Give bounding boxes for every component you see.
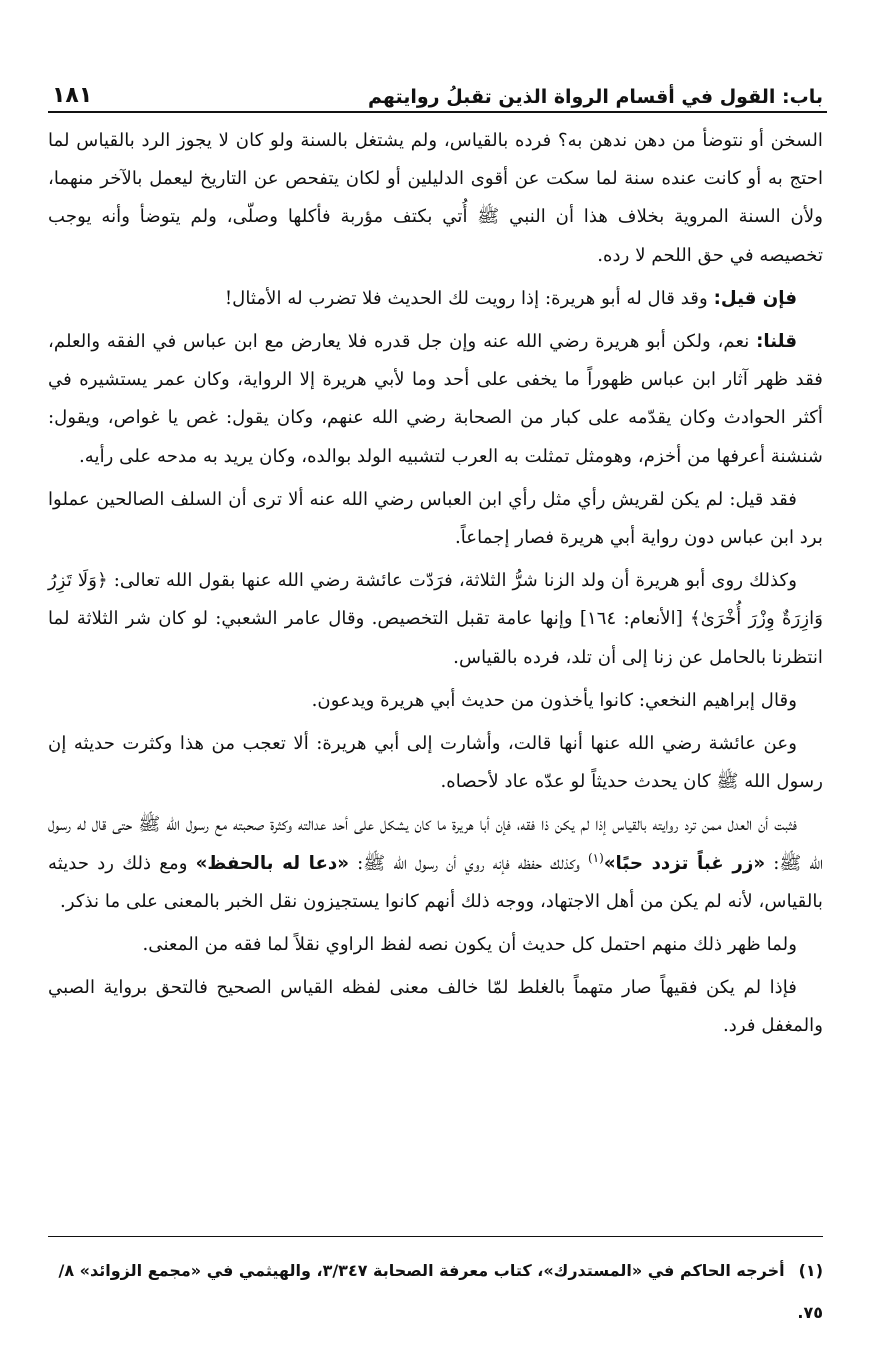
paragraph <box>48 122 823 275</box>
page-number: ١٨١ <box>52 83 93 108</box>
paragraph <box>48 926 823 964</box>
paragraph-text: وقد قال له أبو هريرة: إذا رويت لك الحديث فلا تضرب له الأمثال! <box>224 287 714 309</box>
paragraph-lead: فإن قيل: <box>713 287 797 309</box>
hadith-quote: «دعا له بالحفظ» <box>195 852 350 874</box>
paragraph-text: السخن أو نتوضأ من دهن ندهن به؟ فرده بالقياس، ولم يشتغل بالسنة ولو كان لا يجوز الرد بالقياس لما احتج به أو كانت عنده سنة لما سكت عن أقوى الدليلين أو لكان يتفحص عن التاريخ ليعمل بالآخر منهما، ولأن السنة المروية بخلاف هذا أن النبي ﷺ أُتي بكتف مؤربة فأكلها وصلّى، ولم يتوضأ وأنه يوجب تخصيصه في حق اللحم لا رده. <box>48 130 823 266</box>
footnotes <box>48 1250 823 1334</box>
running-title: باب: القول في أقسام الرواة الذين تقبلُ روايتهم <box>368 86 823 108</box>
paragraph <box>48 280 823 318</box>
main-text <box>48 122 823 1051</box>
footnote-number: (١) <box>798 1261 823 1280</box>
paragraph-text: وقال إبراهيم النخعي: كانوا يأخذون من حديث أبي هريرة ويدعون. <box>311 689 797 711</box>
paragraph-text: فإذا لم يكن فقيهاً صار متهماً بالغلط لمّا خالف معنى لفظه القياس الصحيح فالتحق برواية الصبي والمغفل فرد. <box>48 977 823 1037</box>
paragraph-text: فثبت أن العدل ممن ترد روايته بالقياس إذا لم يكن ذا فقه، فإن أبا هريرة ما كان يشكل على أحد عدالته وكثرة صحبته مع رسول الله ﷺ حتى قال له رسول الله ﷺ: <box>48 814 823 874</box>
footnote-separator <box>48 1236 823 1237</box>
paragraph-text: نعم، ولكن أبو هريرة رضي الله عنه وإن جل قدره فلا يعارض مع ابن عباس في الفقه والعلم، فقد ظهر آثار ابن عباس ظهوراً ما يخفى على أحد وما لأبي هريرة إلا الرواية، وكان عمر يستشيره في أكثر الحوادث وكان يقدّمه على كبار من الصحابة رضي الله عنهم، وكان يقول: غص يا غواص، ويقول: شنشنة أعرفها من أخزم، وهومثل تمثلت به العرب لتشبيه الولد بوالده، وكان يريد به مدحه على رأيه. <box>48 331 823 467</box>
paragraph <box>48 323 823 476</box>
paragraph <box>48 562 823 677</box>
hadith-quote: «زر غباً تزدد حبًا» <box>603 852 766 874</box>
footnote-text: أخرجه الحاكم في «المستدرك»، كتاب معرفة الصحابة ٣/٣٤٧، والهيثمي في «مجمع الزوائد» ٨/ ٧٥. <box>58 1261 823 1322</box>
paragraph <box>48 806 823 921</box>
header-rule <box>48 111 827 113</box>
paragraph <box>48 969 823 1045</box>
page-header <box>52 64 823 108</box>
paragraph-lead: قلنا: <box>756 331 797 353</box>
paragraph-text: وعن عائشة رضي الله عنها أنها قالت، وأشارت إلى أبي هريرة: ألا تعجب من هذا وكثرت حديثه إن رسول الله ﷺ كان يحدث حديثاً لو عدّه عاد لأحصاه. <box>48 733 823 793</box>
paragraph-text: وكذلك حفظه فإنه روي أن رسول الله ﷺ: <box>349 852 588 874</box>
paragraph <box>48 725 823 801</box>
paragraph-text: ولما ظهر ذلك منهم احتمل كل حديث أن يكون نصه لفظ الراوي نقلاً لما فقه من المعنى. <box>142 934 797 956</box>
paragraph-text: فقد قيل: لم يكن لقريش رأي مثل رأي ابن العباس رضي الله عنه ألا ترى أن السلف الصالحين عملوا برد ابن عباس دون رواية أبي هريرة فصار إجماعاً. <box>48 488 823 549</box>
paragraph-text: وكذلك روى أبو هريرة أن ولد الزنا شرُّ الثلاثة، فرَدّت عائشة رضي الله عنها بقول الله تعالى: ﴿وَلَا تَزِرُ وَازِرَةٌ وِزْرَ أُخْرَىٰ﴾ [الأنعام: ١٦٤] وإنها عامة تقبل التخصيص. وقال عامر الشعبي: لو كان شر الثلاثة لما انتظرنا بالحامل عن زنا إلى أن تلد، فرده بالقياس. <box>48 570 823 668</box>
footnote-reference[interactable]: (١) <box>587 850 604 865</box>
paragraph <box>48 481 823 557</box>
paragraph-text: ومع ذلك رد حديثه بالقياس، لأنه لم يكن من أهل الاجتهاد، ووجه ذلك أنهم كانوا يستجيزون نقل الخبر بالمعنى على ما نذكر. <box>48 852 823 912</box>
paragraph <box>48 682 823 720</box>
footnote <box>48 1250 823 1334</box>
